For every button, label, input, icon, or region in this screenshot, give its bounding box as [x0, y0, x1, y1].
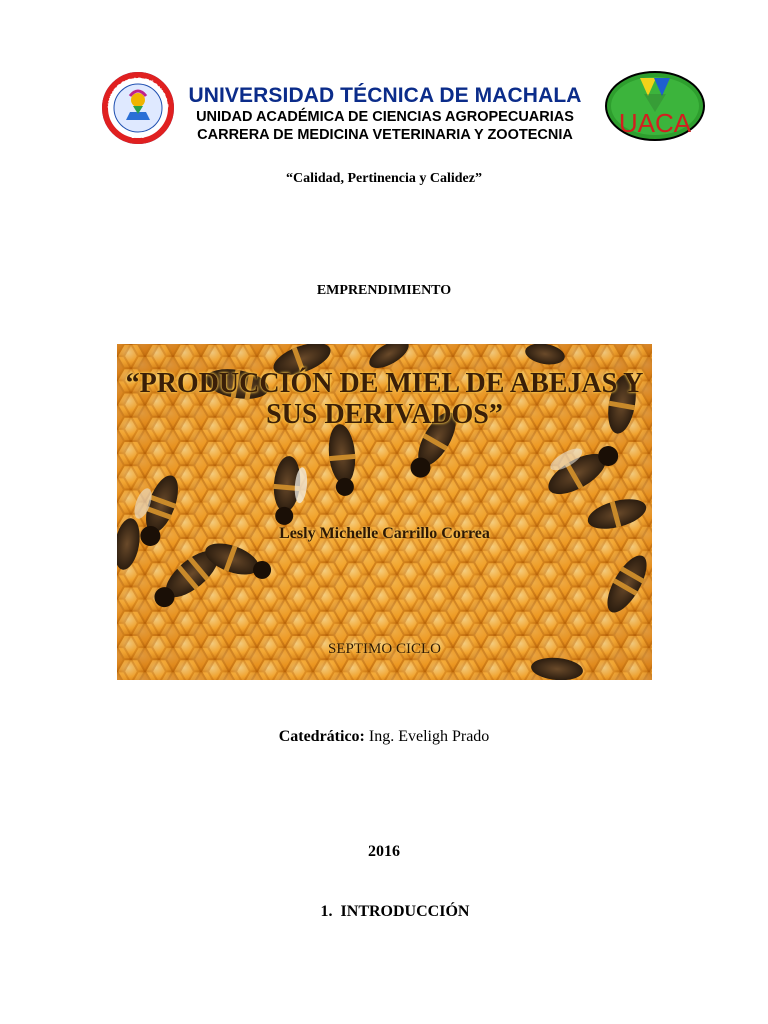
cover-title: [117, 368, 652, 430]
cover-title-line-2: SUS DERIVADOS”: [266, 399, 503, 430]
cover-image: [117, 344, 652, 680]
cover-title-line-1: “PRODUCCIÓN DE MIEL DE ABEJAS Y: [125, 368, 644, 399]
motto: “Calidad, Pertinencia y Calidez”: [286, 171, 482, 186]
cover-author: Lesly Michelle Carrillo Correa: [279, 525, 490, 542]
section-heading-introduction: [0, 903, 768, 921]
document-year: 2016: [368, 843, 400, 860]
university-name: UNIVERSIDAD TÉCNICA DE MACHALA: [188, 84, 582, 107]
uaca-logo: [604, 70, 706, 142]
seal-year: 1969: [131, 134, 145, 140]
university-seal-icon: [100, 72, 176, 144]
section-title: INTRODUCCIÓN: [340, 903, 470, 920]
cover-cycle: SEPTIMO CICLO: [328, 641, 441, 657]
seal-ring-text: UNIVERSIDAD TÉCNICA D: [106, 76, 170, 109]
uaca-emblem-icon: [604, 70, 706, 142]
section-label: EMPRENDIMIENTO: [316, 283, 452, 298]
uaca-logo-text: UACA: [618, 108, 692, 138]
section-number: 1.: [320, 903, 333, 920]
teacher-label: Catedrático:: [278, 728, 365, 745]
career-name: CARRERA DE MEDICINA VETERINARIA Y ZOOTECNIA: [197, 127, 573, 143]
teacher-name: Ing. Eveligh Prado: [368, 728, 490, 745]
teacher-line: [0, 728, 768, 746]
university-seal-logo: [100, 72, 176, 144]
academic-unit: UNIDAD ACADÉMICA DE CIENCIAS AGROPECUARIAS: [196, 109, 574, 125]
